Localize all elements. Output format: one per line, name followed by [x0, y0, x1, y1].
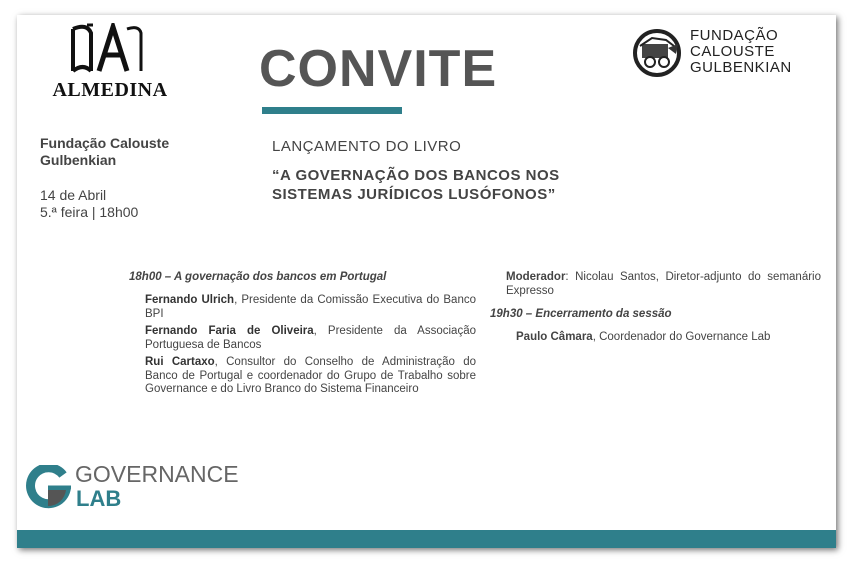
footer-bar — [17, 530, 836, 548]
speaker-name: Fernando Faria de Oliveira — [145, 325, 314, 337]
moderator-label: Moderador — [506, 271, 566, 283]
almedina-logo — [45, 21, 175, 101]
venue-line-1: Fundação Calouste — [40, 135, 170, 151]
gulbenkian-line-3: GULBENKIAN — [690, 59, 792, 76]
speaker-entry — [145, 356, 476, 397]
governance-lab-word-2: LAB — [76, 486, 122, 511]
moderator-text: : Nicolau Santos, Diretor-adjunto do semanário Expresso — [506, 271, 821, 297]
speaker-name: Rui Cartaxo — [145, 356, 215, 368]
closing-speaker — [516, 331, 821, 345]
almedina-wordmark: ALMEDINA — [52, 79, 168, 101]
governance-lab-g-icon — [25, 465, 71, 511]
program-session-1 — [129, 271, 476, 401]
launch-label: LANÇAMENTO DO LIVRO — [272, 138, 462, 155]
speaker-role: , Presidente da Comissão Executiva do Banco BPI — [145, 294, 476, 320]
gulbenkian-line-1: FUNDAÇÃO — [690, 27, 779, 44]
gulbenkian-chariot-icon — [632, 28, 682, 78]
venue — [40, 135, 169, 169]
book-title-line-1: “A GOVERNAÇÃO DOS BANCOS NOS — [272, 167, 560, 184]
title-underline — [262, 107, 402, 114]
moderator-entry — [506, 271, 821, 298]
event-datetime — [40, 187, 138, 221]
speaker-entry — [145, 325, 476, 352]
speaker-name: Fernando Ulrich — [145, 294, 235, 306]
event-time: 5.ª feira | 18h00 — [40, 204, 139, 220]
closing-heading: 19h30 – Encerramento da sessão — [490, 308, 672, 320]
page-title: CONVITE — [259, 40, 498, 98]
speaker-role: , Consultor do Conselho de Administração do Banco de Portugal e coordenador do Grupo de Trabalho sobre Governance e do Livro Branco do Sistema Financeiro — [145, 356, 476, 395]
governance-lab-word-1: GOVERNANCE — [75, 461, 239, 487]
venue-line-2: Gulbenkian — [40, 152, 117, 168]
speaker-role: , Presidente da Associação Portuguesa de Bancos — [145, 325, 476, 351]
speaker-entry — [145, 294, 476, 321]
gulbenkian-wordmark — [690, 28, 840, 76]
almedina-book-icon — [69, 23, 145, 75]
invitation-card — [17, 15, 836, 548]
closing-speaker-name: Paulo Câmara — [516, 331, 593, 343]
book-title-line-2: SISTEMAS JURÍDICOS LUSÓFONOS” — [272, 186, 556, 203]
gulbenkian-line-2: CALOUSTE — [690, 43, 775, 60]
book-title — [272, 166, 560, 204]
event-date: 14 de Abril — [40, 187, 107, 203]
session-1-heading: 18h00 – A governação dos bancos em Portugal — [129, 271, 387, 283]
closing-speaker-role: , Coordenador do Governance Lab — [592, 331, 771, 343]
program-closing — [490, 271, 821, 345]
